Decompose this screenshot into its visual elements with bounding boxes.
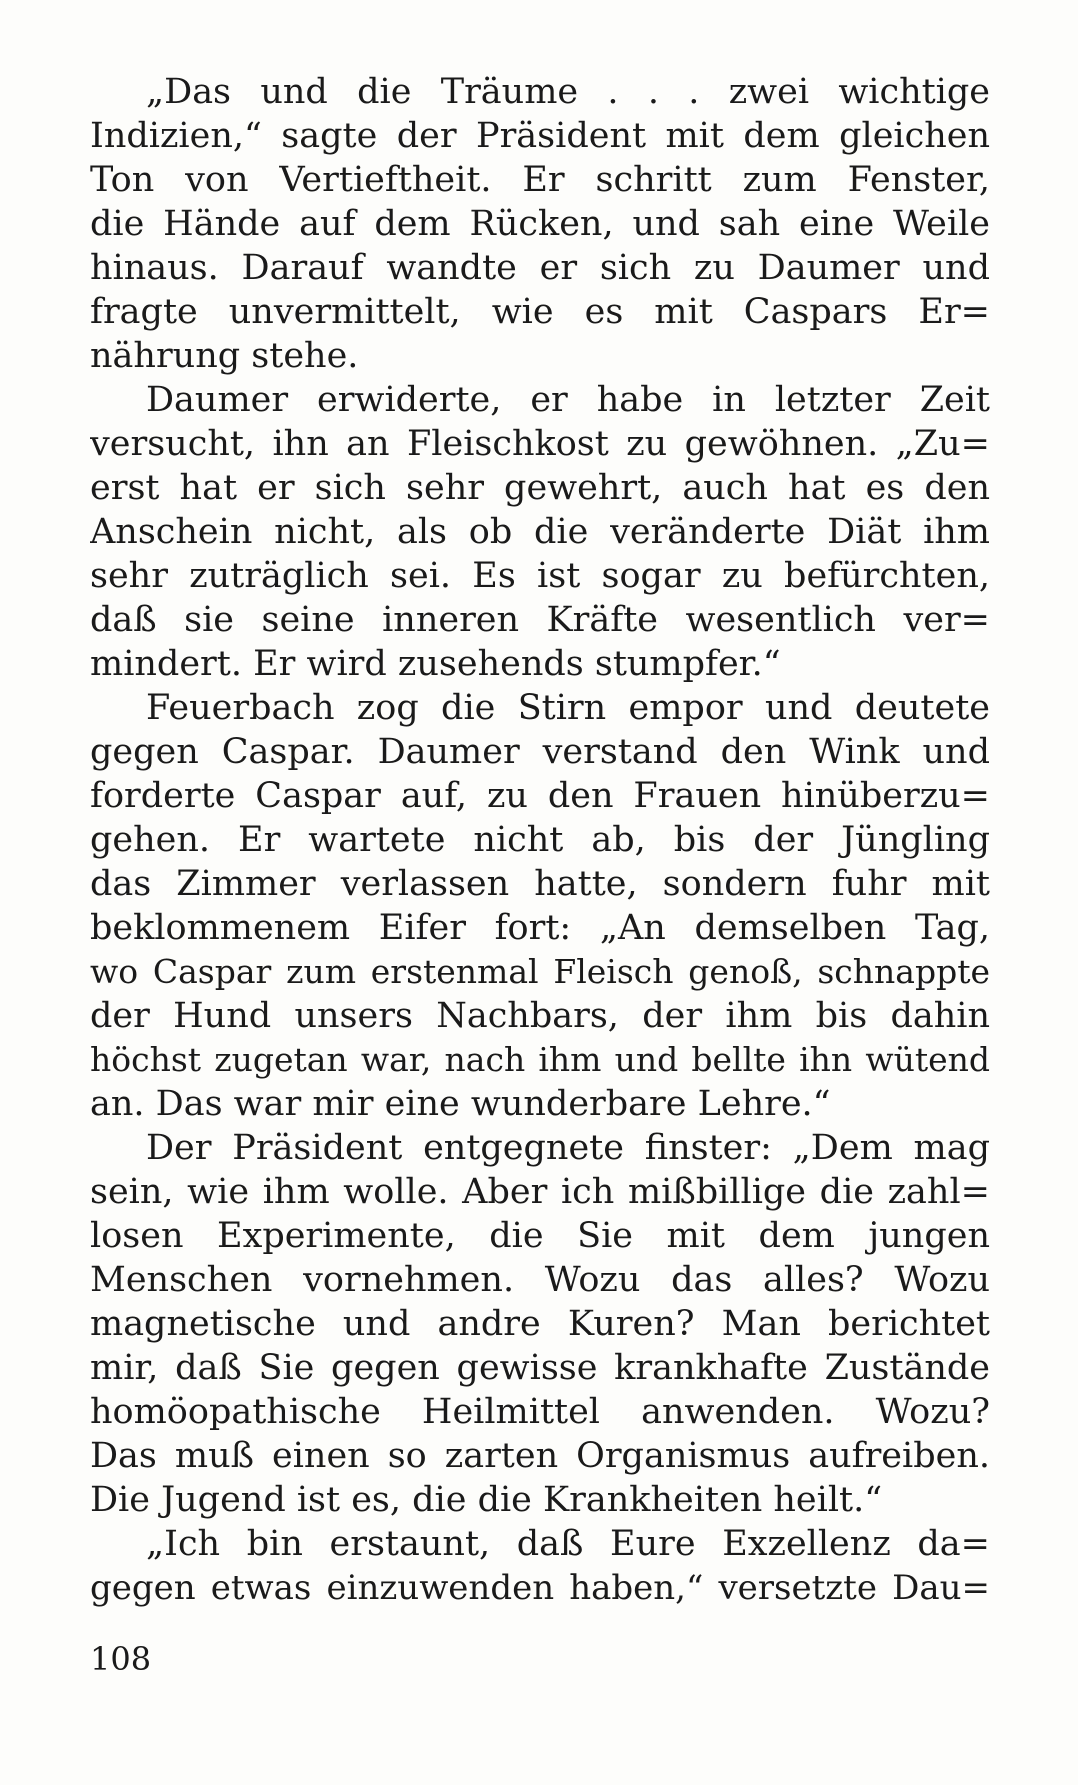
body-text (90, 70, 990, 1610)
text-line: hinaus. Darauf wandte er sich zu Daumer und (90, 248, 990, 288)
text-line: Daumer erwiderte, er habe in letzter Zeit (146, 380, 990, 420)
text-line: Anschein nicht, als ob die veränderte Diät ihm (90, 512, 990, 552)
text-line: Der Präsident entgegnete finster: „Dem mag (146, 1128, 990, 1168)
text-line: höchst zugetan war, nach ihm und bellte ihn wütend (90, 1040, 990, 1079)
text-line: gegen etwas einzuwenden haben,“ versetzte Dau= (90, 1568, 990, 1608)
text-line: losen Experimente, die Sie mit dem jungen (90, 1216, 990, 1256)
text-line: sein, wie ihm wolle. Aber ich mißbillige die zahl= (90, 1172, 990, 1212)
page-number: 108 (90, 1640, 152, 1678)
text-line: an. Das war mir eine wunderbare Lehre.“ (90, 1084, 831, 1124)
text-line: gegen Caspar. Daumer verstand den Wink und (90, 732, 990, 772)
text-line: forderte Caspar auf, zu den Frauen hinüberzu= (90, 776, 990, 816)
text-line: „Ich bin erstaunt, daß Eure Exzellenz da= (146, 1524, 990, 1564)
text-line: der Hund unsers Nachbars, der ihm bis dahin (90, 996, 990, 1036)
text-line: erst hat er sich sehr gewehrt, auch hat es den (90, 468, 990, 508)
text-line: mir, daß Sie gegen gewisse krankhafte Zustände (90, 1348, 990, 1388)
text-line: daß sie seine inneren Kräfte wesentlich ver= (90, 600, 990, 640)
text-line: mindert. Er wird zusehends stumpfer.“ (90, 644, 781, 684)
text-line: die Hände auf dem Rücken, und sah eine Weile (90, 204, 990, 244)
text-line: gehen. Er wartete nicht ab, bis der Jüngling (90, 820, 990, 860)
text-line: Feuerbach zog die Stirn empor und deutete (146, 688, 990, 728)
text-line: Das muß einen so zarten Organismus aufreiben. (90, 1436, 990, 1476)
text-line: Menschen vornehmen. Wozu das alles? Wozu (90, 1260, 990, 1300)
text-line: versucht, ihn an Fleischkost zu gewöhnen. „Zu= (90, 424, 990, 464)
text-line: „Das und die Träume . . . zwei wichtige (146, 72, 990, 112)
text-line: beklommenem Eifer fort: „An demselben Tag, (90, 908, 990, 948)
text-line: Ton von Vertieftheit. Er schritt zum Fenster, (90, 160, 990, 200)
text-line: das Zimmer verlassen hatte, sondern fuhr mit (90, 864, 990, 904)
text-line: magnetische und andre Kuren? Man berichtet (90, 1304, 990, 1344)
text-line: Die Jugend ist es, die die Krankheiten heilt.“ (90, 1480, 883, 1520)
text-line: nährung stehe. (90, 336, 359, 376)
text-line: wo Caspar zum erstenmal Fleisch genoß, schnappte (90, 952, 990, 991)
text-line: homöopathische Heilmittel anwenden. Wozu? (90, 1392, 990, 1432)
text-line: sehr zuträglich sei. Es ist sogar zu befürchten, (90, 556, 990, 596)
text-line: Indizien,“ sagte der Präsident mit dem gleichen (90, 116, 990, 156)
text-line: fragte unvermittelt, wie es mit Caspars Er= (90, 292, 990, 332)
